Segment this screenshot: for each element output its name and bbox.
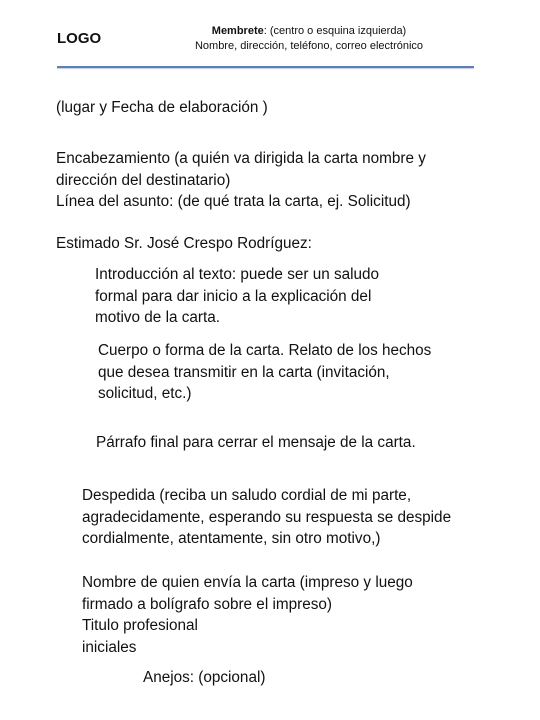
farewell-line: agradecidamente, esperando su respuesta se despide bbox=[82, 508, 452, 526]
greeting: Estimado Sr. José Crespo Rodríguez: bbox=[56, 235, 312, 252]
farewell-block bbox=[82, 485, 451, 550]
body-line: solicitud, etc.) bbox=[98, 385, 192, 402]
addressee-block bbox=[56, 148, 426, 213]
sender-title: Titulo profesional bbox=[82, 617, 198, 634]
farewell-line: cordialmente, atentamente, sin otro motivo,) bbox=[82, 530, 381, 547]
sender-line: Nombre de quien envía la carta (impreso y luego bbox=[82, 574, 413, 591]
sender-line: firmado a bolígrafo sobre el impreso) bbox=[82, 595, 332, 613]
intro-line: Introducción al texto: puede ser un saludo bbox=[95, 266, 380, 283]
addressee-line: Encabezamiento (a quién va dirigida la carta nombre y bbox=[56, 150, 426, 167]
letterhead-label: Membrete bbox=[211, 25, 264, 37]
letterhead-line-2: Nombre, dirección, teléfono, correo electrónico bbox=[194, 40, 424, 52]
header-divider bbox=[57, 66, 474, 68]
intro-paragraph bbox=[95, 264, 379, 329]
letterhead bbox=[178, 24, 440, 54]
intro-line: formal para dar inicio a la explicación del bbox=[95, 287, 372, 305]
place-date: (lugar y Fecha de elaboración ) bbox=[56, 99, 268, 116]
body-line: que desea transmitir en la carta (invitación, bbox=[98, 363, 390, 381]
sender-initials: iniciales bbox=[82, 638, 137, 656]
subject-line: Línea del asunto: (de qué trata la carta, ej. Solicitud) bbox=[56, 193, 411, 210]
letterhead-line-1 bbox=[178, 24, 440, 39]
letterhead-description: : (centro o esquina izquierda) bbox=[263, 25, 407, 37]
logo-placeholder: LOGO bbox=[57, 30, 102, 47]
addressee-line: dirección del destinatario) bbox=[56, 171, 231, 189]
sender-block bbox=[82, 572, 413, 658]
closing-paragraph: Párrafo final para cerrar el mensaje de la carta. bbox=[96, 434, 416, 451]
farewell-line: Despedida (reciba un saludo cordial de mi parte, bbox=[82, 487, 412, 504]
intro-line: motivo de la carta. bbox=[95, 309, 220, 326]
annexes: Anejos: (opcional) bbox=[143, 669, 266, 686]
body-line: Cuerpo o forma de la carta. Relato de los hechos bbox=[98, 342, 432, 359]
body-paragraph bbox=[98, 340, 431, 405]
